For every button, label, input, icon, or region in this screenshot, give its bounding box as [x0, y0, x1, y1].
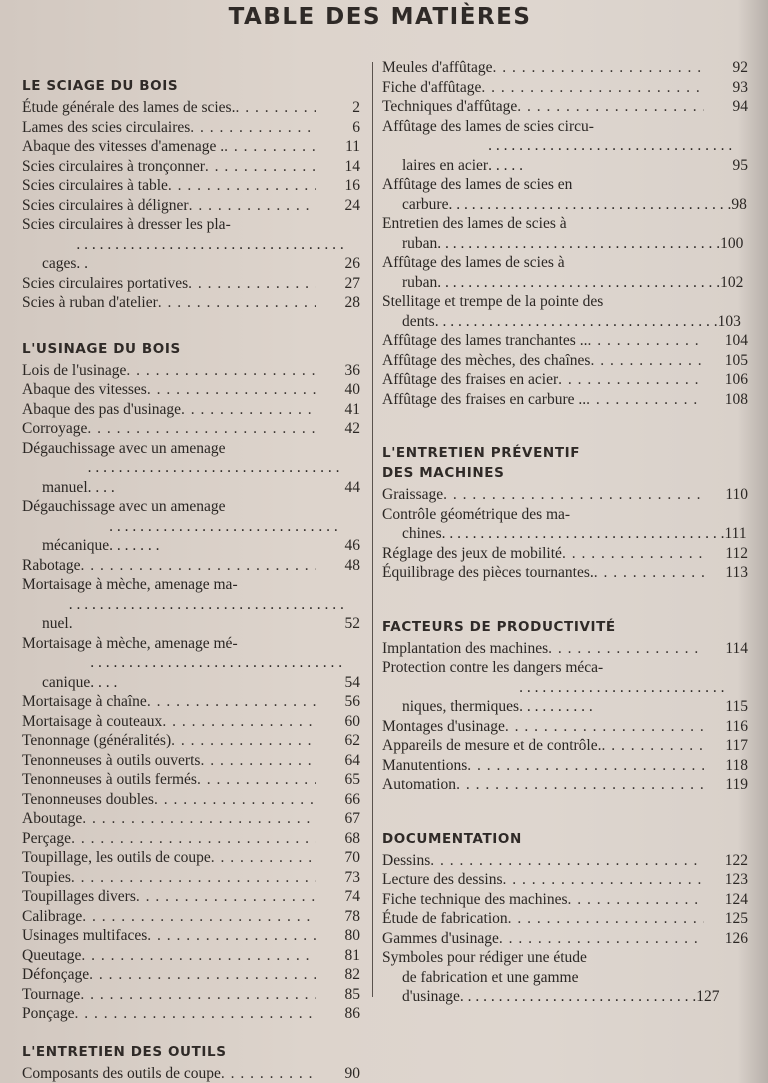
entry-label: Automation . . . — [382, 775, 704, 795]
entry-label: Défonçage . . . — [22, 965, 316, 985]
entry-page-number: 92 — [704, 58, 748, 78]
toc-entry — [382, 214, 748, 253]
toc-entry — [22, 868, 360, 888]
entry-page-number: 117 — [704, 736, 748, 756]
leader-dots: . . . . . . . . . . . . . . . . . . . . . . . . . . . . . . . . . . . . . — [69, 595, 345, 634]
toc-entry — [22, 274, 360, 294]
toc-entry — [22, 887, 360, 907]
toc-entry — [382, 390, 748, 410]
entry-label: Mortaisage à chaîne . . . — [22, 692, 316, 712]
entry-page-number: 44 — [345, 478, 361, 498]
entry-page-number: 11 — [316, 137, 360, 157]
entry-page-number: 125 — [704, 909, 748, 929]
entry-label: Fiche technique des machines . . . — [382, 890, 704, 910]
column-divider — [372, 62, 373, 997]
entry-label: Fiche d'affûtage . . . — [382, 78, 704, 98]
toc-entry — [382, 351, 748, 371]
toc-entry — [22, 556, 360, 576]
leader-dots: . . . . . . . . . . . . . . . . . . . . . . . . . . . . . . . . . . . . . — [519, 678, 725, 717]
entry-label: Scies circulaires portatives . . . — [22, 274, 316, 294]
entry-page-number: 65 — [316, 770, 360, 790]
leader-dots: . . . . . . . . . . . . . . . . . . . . . . . . . . . . . . . . . . . . . — [435, 312, 718, 332]
entry-page-number: 86 — [316, 1004, 360, 1024]
entry-label: Scies circulaires à table . . . — [22, 176, 316, 196]
entry-label: Gammes d'usinage . . . — [382, 929, 704, 949]
section-affutage-entries — [382, 58, 748, 409]
toc-entry — [22, 400, 360, 420]
section-title-documentation: DOCUMENTATION — [382, 829, 748, 849]
leader-dots: . . . . . . . . . . . . . . . . . . . . . . . . . . . . . . . . . . . . . — [448, 195, 731, 215]
entry-page-number: 103 — [718, 312, 741, 332]
toc-entry — [22, 196, 360, 216]
entry-last-line — [382, 273, 748, 293]
entry-page-number: 118 — [704, 756, 748, 776]
entry-page-number: 106 — [704, 370, 748, 390]
section-documentation-entries — [382, 851, 748, 1007]
entry-label: Étude générale des lames de scies. . . . — [22, 98, 316, 118]
entry-page-number: 112 — [704, 544, 748, 564]
entry-label: Dessins . . . — [382, 851, 704, 871]
entry-page-number: 26 — [345, 254, 361, 274]
entry-label: Scies circulaires à déligner . . . — [22, 196, 316, 216]
toc-entry — [22, 1004, 360, 1024]
entry-label: Tenonneuses à outils ouverts . . . — [22, 751, 316, 771]
entry-label: Graissage . . . — [382, 485, 704, 505]
toc-entry — [22, 809, 360, 829]
toc-entry — [382, 736, 748, 756]
toc-entry — [22, 215, 360, 274]
entry-label: Implantation des machines . . . — [382, 639, 704, 659]
entry-last-line — [22, 235, 360, 274]
toc-entry — [22, 692, 360, 712]
entry-label: Calibrage . . . — [22, 907, 316, 927]
section-title-entretien-outils: L'ENTRETIEN DES OUTILS — [22, 1042, 360, 1062]
entry-label-line: Mortaisage à mèche, amenage ma- — [22, 575, 360, 595]
left-column — [22, 58, 360, 1083]
entry-last-line — [382, 524, 748, 544]
entry-label: Toupillages divers . . . — [22, 887, 316, 907]
toc-entry — [22, 137, 360, 157]
entry-label-line: Protection contre les dangers méca- — [382, 658, 748, 678]
entry-label-line: nuel — [22, 614, 69, 634]
entry-label-line: Affûtage des lames de scies à — [382, 253, 748, 273]
toc-entry — [22, 946, 360, 966]
entry-label: Étude de fabrication . . . — [382, 909, 704, 929]
toc-entry — [382, 639, 748, 659]
entry-label: Toupillage, les outils de coupe . . . — [22, 848, 316, 868]
entry-label: Réglage des jeux de mobilité . . . — [382, 544, 704, 564]
toc-entry — [382, 775, 748, 795]
section-title-entretien-preventif — [382, 443, 748, 483]
entry-page-number: 6 — [316, 118, 360, 138]
entry-label: Tournage . . . — [22, 985, 316, 1005]
entry-label: Lecture des dessins . . . — [382, 870, 704, 890]
toc-entry — [382, 292, 748, 331]
entry-last-line — [22, 653, 360, 692]
entry-page-number: 2 — [316, 98, 360, 118]
entry-label-line: mécanique — [22, 536, 109, 556]
entry-page-number: 24 — [316, 196, 360, 216]
entry-last-line — [382, 987, 748, 1007]
entry-page-number: 94 — [704, 97, 748, 117]
toc-entry — [22, 770, 360, 790]
entry-label: Affûtage des mèches, des chaînes . . . — [382, 351, 704, 371]
entry-page-number: 111 — [724, 524, 746, 544]
leader-dots: . . . . . . . . . . . . . . . . . . . . . . . . . . . . . . . . . . . . . — [442, 524, 725, 544]
entry-page-number: 27 — [316, 274, 360, 294]
toc-entry — [382, 870, 748, 890]
entry-label-line: laires en acier — [382, 156, 488, 176]
entry-page-number: 36 — [316, 361, 360, 381]
section-entretien-outils-entries — [22, 1064, 360, 1083]
entry-label-line: canique — [22, 673, 90, 693]
section-usinage-entries — [22, 361, 360, 1024]
toc-entry — [382, 370, 748, 390]
entry-label-line: Affûtage des lames de scies circu- — [382, 117, 748, 137]
entry-page-number: 98 — [731, 195, 747, 215]
toc-entry — [382, 253, 748, 292]
toc-entry — [22, 985, 360, 1005]
leader-dots: . . . . . . . . . . . . . . . . . . . . . . . . . . . . . . . . . . . . . — [488, 136, 732, 175]
entry-page-number: 74 — [316, 887, 360, 907]
entry-page-number: 70 — [316, 848, 360, 868]
toc-entry — [22, 419, 360, 439]
entry-page-number: 41 — [316, 400, 360, 420]
entry-last-line — [22, 595, 360, 634]
section-sciage-entries — [22, 98, 360, 313]
entry-page-number: 114 — [704, 639, 748, 659]
toc-entry — [382, 485, 748, 505]
entry-label: Techniques d'affûtage . . . — [382, 97, 704, 117]
right-column — [382, 58, 748, 1007]
entry-page-number: 68 — [316, 829, 360, 849]
entry-label: Abaque des pas d'usinage . . . — [22, 400, 316, 420]
entry-label: Équilibrage des pièces tournantes. . . . — [382, 563, 704, 583]
entry-label-line: Contrôle géométrique des ma- — [382, 505, 748, 525]
entry-page-number: 40 — [316, 380, 360, 400]
toc-entry — [22, 634, 360, 693]
entry-label: Meules d'affûtage . . . — [382, 58, 704, 78]
leader-dots: . . . . . . . . . . . . . . . . . . . . . . . . . . . . . . . . . . . . . — [437, 234, 720, 254]
leader-dots: . . . . . . . . . . . . . . . . . . . . . . . . . . . . . . . . . . . . . — [437, 273, 720, 293]
entry-page-number: 42 — [316, 419, 360, 439]
entry-page-number: 115 — [725, 697, 748, 717]
entry-label: Corroyage . . . — [22, 419, 316, 439]
entry-label: Ponçage . . . — [22, 1004, 316, 1024]
toc-entry — [22, 712, 360, 732]
toc-entry — [382, 851, 748, 871]
entry-label: Abaque des vitesses d'amenage . . . . — [22, 137, 316, 157]
leader-dots: . . . . . . . . . . . . . . . . . . . . . . . . . . . . . . . . . . . . . — [76, 235, 344, 274]
toc-entry — [22, 907, 360, 927]
entry-page-number: 67 — [316, 809, 360, 829]
entry-page-number: 90 — [316, 1064, 360, 1083]
entry-label: Lames des scies circulaires . . . — [22, 118, 316, 138]
entry-label: Mortaisage à couteaux . . . — [22, 712, 316, 732]
toc-entry — [22, 98, 360, 118]
entry-page-number: 104 — [704, 331, 748, 351]
toc-entry — [22, 497, 360, 556]
toc-entry — [22, 157, 360, 177]
entry-label: Affûtage des fraises en acier . . . — [382, 370, 704, 390]
toc-entry — [22, 829, 360, 849]
entry-label-line: cages — [22, 254, 76, 274]
entry-label: Toupies . . . — [22, 868, 316, 888]
toc-entry — [382, 58, 748, 78]
entry-label-line: d'usinage — [382, 987, 460, 1007]
toc-entry — [22, 118, 360, 138]
leader-dots: . . . . . . . . . . . . . . . . . . . . . . . . . . . . . . . . . . . . . — [88, 458, 345, 497]
entry-label-line: Mortaisage à mèche, amenage mé- — [22, 634, 360, 654]
entry-last-line — [382, 678, 748, 717]
entry-page-number: 54 — [345, 673, 361, 693]
entry-label-line: Dégauchissage avec un amenage — [22, 439, 360, 459]
toc-entry — [382, 544, 748, 564]
entry-page-number: 66 — [316, 790, 360, 810]
entry-label: Perçage . . . — [22, 829, 316, 849]
entry-page-number: 100 — [720, 234, 743, 254]
section-title-usinage: L'USINAGE DU BOIS — [22, 339, 360, 359]
toc-entry — [22, 731, 360, 751]
leader-dots: . . . . . . . . . . . . . . . . . . . . . . . . . . . . . . . . . . . . . — [109, 517, 344, 556]
page-title: TABLE DES MATIÈRES — [0, 4, 760, 30]
entry-label: Tenonneuses à outils fermés . . . — [22, 770, 316, 790]
toc-entry — [22, 293, 360, 313]
toc-entry — [382, 563, 748, 583]
entry-label-line: Scies circulaires à dresser les pla- — [22, 215, 360, 235]
entry-page-number: 105 — [704, 351, 748, 371]
entry-page-number: 116 — [704, 717, 748, 737]
entry-label-line: Symboles pour rédiger une étude — [382, 948, 748, 968]
toc-entry — [22, 965, 360, 985]
section-title-productivite: FACTEURS DE PRODUCTIVITÉ — [382, 617, 748, 637]
entry-last-line — [382, 195, 748, 215]
entry-last-line — [22, 517, 360, 556]
toc-entry — [382, 78, 748, 98]
entry-label: Abaque des vitesses . . . — [22, 380, 316, 400]
toc-entry — [22, 176, 360, 196]
entry-label: Rabotage . . . — [22, 556, 316, 576]
toc-entry — [382, 505, 748, 544]
entry-page-number: 113 — [704, 563, 748, 583]
entry-page-number: 81 — [316, 946, 360, 966]
section-title-line: L'ENTRETIEN PRÉVENTIF — [382, 443, 748, 463]
leader-dots: . . . . . . . . . . . . . . . . . . . . . . . . . . . . . . . . . . . . . — [90, 653, 344, 692]
entry-page-number: 108 — [704, 390, 748, 410]
entry-page-number: 48 — [316, 556, 360, 576]
section-entretien-preventif-entries — [382, 485, 748, 583]
toc-entry — [382, 890, 748, 910]
entry-label: Composants des outils de coupe . . . — [22, 1064, 316, 1083]
entry-page-number: 95 — [733, 156, 749, 176]
entry-label: Affûtage des lames tranchantes .. . . . — [382, 331, 704, 351]
toc-entry — [22, 926, 360, 946]
entry-label-line: Stellitage et trempe de la pointe des — [382, 292, 748, 312]
entry-last-line — [382, 234, 748, 254]
entry-page-number: 124 — [704, 890, 748, 910]
entry-label: Usinages multifaces . . . — [22, 926, 316, 946]
toc-entry — [22, 361, 360, 381]
entry-label: Tenonnage (généralités) . . . — [22, 731, 316, 751]
entry-page-number: 14 — [316, 157, 360, 177]
entry-page-number: 62 — [316, 731, 360, 751]
entry-label: Manutentions . . . — [382, 756, 704, 776]
toc-entry — [382, 117, 748, 176]
toc-entry — [382, 909, 748, 929]
entry-label: Tenonneuses doubles . . . — [22, 790, 316, 810]
entry-page-number: 82 — [316, 965, 360, 985]
entry-label-line: chines — [382, 524, 442, 544]
entry-page-number: 123 — [704, 870, 748, 890]
toc-entry — [382, 717, 748, 737]
entry-page-number: 16 — [316, 176, 360, 196]
toc-entry — [22, 848, 360, 868]
toc-entry — [382, 756, 748, 776]
entry-page-number: 46 — [345, 536, 361, 556]
leader-dots: . . . . . . . . . . . . . . . . . . . . . . . . . . . . . . . — [460, 987, 696, 1007]
toc-entry — [22, 380, 360, 400]
entry-label: Queutage . . . — [22, 946, 316, 966]
toc-entry — [382, 175, 748, 214]
toc-entry — [382, 948, 748, 1007]
entry-label-line: niques, thermiques — [382, 697, 519, 717]
section-title-sciage: LE SCIAGE DU BOIS — [22, 76, 360, 96]
entry-label: Montages d'usinage . . . — [382, 717, 704, 737]
entry-page-number: 85 — [316, 985, 360, 1005]
section-productivite-entries — [382, 639, 748, 795]
entry-page-number: 28 — [316, 293, 360, 313]
entry-label: Scies à ruban d'atelier . . . — [22, 293, 316, 313]
entry-page-number: 80 — [316, 926, 360, 946]
toc-entry — [382, 658, 748, 717]
entry-last-line — [382, 136, 748, 175]
entry-label-line: Dégauchissage avec un amenage — [22, 497, 360, 517]
entry-label: Scies circulaires à tronçonner . . . — [22, 157, 316, 177]
entry-page-number: 126 — [704, 929, 748, 949]
entry-label-line: de fabrication et une gamme — [382, 968, 578, 988]
entry-last-line — [382, 312, 748, 332]
entry-page-number: 110 — [704, 485, 748, 505]
toc-entry — [382, 331, 748, 351]
entry-page-number: 119 — [704, 775, 748, 795]
entry-page-number: 102 — [720, 273, 743, 293]
entry-page-number: 64 — [316, 751, 360, 771]
entry-last-line — [22, 458, 360, 497]
entry-label-line: ruban — [382, 234, 437, 254]
entry-label: Appareils de mesure et de contrôle. . . . — [382, 736, 704, 756]
entry-label-line: Affûtage des lames de scies en — [382, 175, 748, 195]
entry-label: Lois de l'usinage . . . — [22, 361, 316, 381]
toc-entry — [382, 929, 748, 949]
section-title-line: DES MACHINES — [382, 463, 748, 483]
toc-entry — [22, 575, 360, 634]
toc-entry — [22, 1064, 360, 1083]
entry-label-line — [382, 968, 748, 988]
entry-label-line: dents — [382, 312, 435, 332]
entry-label-line: carbure — [382, 195, 448, 215]
toc-entry — [22, 751, 360, 771]
entry-label: Affûtage des fraises en carbure .. . . . — [382, 390, 704, 410]
entry-page-number: 127 — [696, 987, 719, 1007]
toc-entry — [22, 790, 360, 810]
entry-page-number: 56 — [316, 692, 360, 712]
entry-page-number: 122 — [704, 851, 748, 871]
entry-page-number: 78 — [316, 907, 360, 927]
entry-page-number: 52 — [345, 614, 361, 634]
entry-page-number: 73 — [316, 868, 360, 888]
entry-page-number: 93 — [704, 78, 748, 98]
entry-label-line: manuel — [22, 478, 88, 498]
toc-entry — [382, 97, 748, 117]
toc-entry — [22, 439, 360, 498]
entry-page-number: 60 — [316, 712, 360, 732]
entry-label: Aboutage . . . — [22, 809, 316, 829]
entry-label-line: Entretien des lames de scies à — [382, 214, 748, 234]
entry-label-line: ruban — [382, 273, 437, 293]
